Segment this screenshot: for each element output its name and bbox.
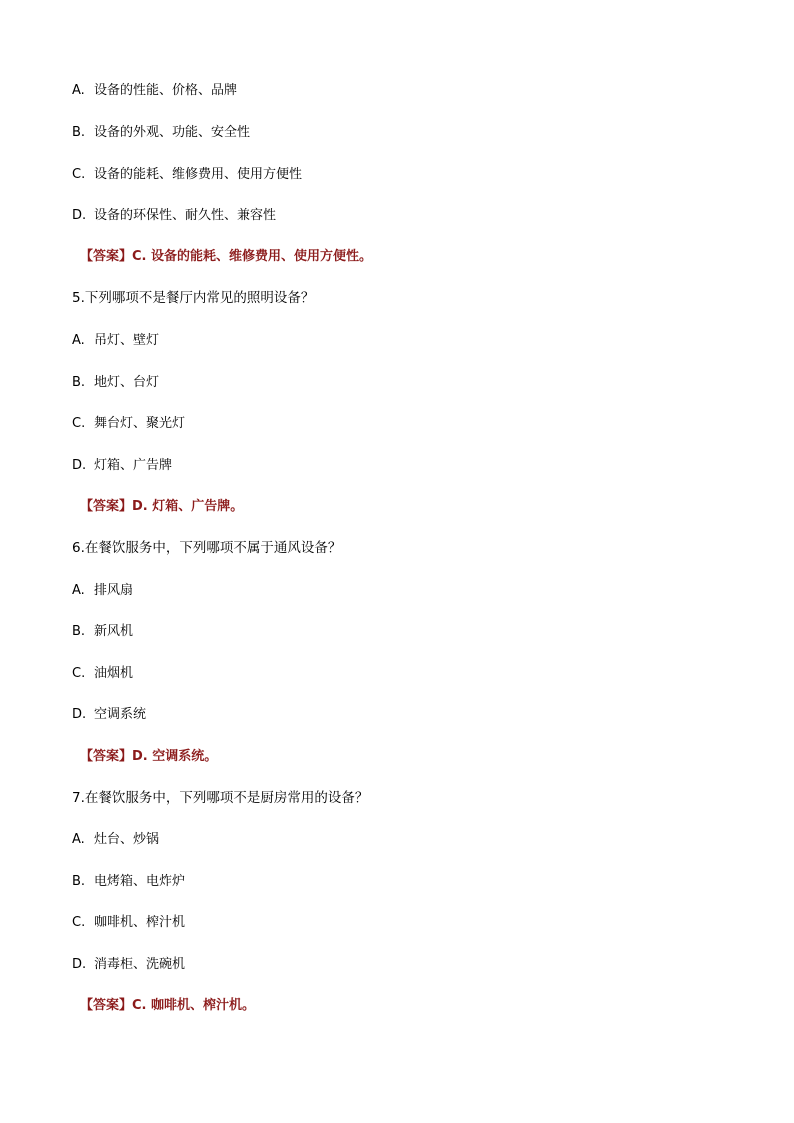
option-letter: D. xyxy=(72,707,87,722)
option-letter: C. xyxy=(72,915,86,930)
option-b xyxy=(72,624,133,640)
option-letter: C. xyxy=(72,416,86,431)
option-a xyxy=(72,832,159,848)
option-text: 设备的性能、价格、品牌 xyxy=(94,83,238,98)
option-text: 消毒柜、洗碗机 xyxy=(94,957,186,972)
answer-line: 【答案】D. 空调系统。 xyxy=(80,749,218,764)
option-d xyxy=(72,208,276,224)
question-title: 5.下列哪项不是餐厅内常见的照明设备？ xyxy=(72,290,315,306)
option-text: 设备的环保性、耐久性、兼容性 xyxy=(94,208,277,223)
option-d xyxy=(72,458,172,474)
option-letter: B. xyxy=(72,874,86,889)
option-letter: A. xyxy=(72,333,85,348)
option-letter: D. xyxy=(72,208,87,223)
option-d xyxy=(72,957,185,973)
option-letter: C. xyxy=(72,167,86,182)
option-letter: D. xyxy=(72,458,87,473)
option-b xyxy=(72,125,250,141)
answer-line: 【答案】C. 设备的能耗、维修费用、使用方便性。 xyxy=(80,249,373,264)
option-text: 灶台、炒锅 xyxy=(94,832,160,847)
answer-line: 【答案】C. 咖啡机、榨汁机。 xyxy=(80,998,256,1013)
option-c xyxy=(72,915,185,931)
answer-line: 【答案】D. 灯箱、广告牌。 xyxy=(80,499,244,514)
option-letter: A. xyxy=(72,583,85,598)
option-b xyxy=(72,375,159,391)
option-letter: B. xyxy=(72,624,86,639)
option-text: 新风机 xyxy=(94,624,134,639)
option-c xyxy=(72,416,185,432)
option-text: 地灯、台灯 xyxy=(94,375,160,390)
option-text: 舞台灯、聚光灯 xyxy=(94,416,186,431)
option-b xyxy=(72,874,185,890)
option-letter: A. xyxy=(72,832,85,847)
option-letter: B. xyxy=(72,375,86,390)
question-title: 7.在餐饮服务中，下列哪项不是厨房常用的设备？ xyxy=(72,790,369,806)
option-text: 灯箱、广告牌 xyxy=(94,458,173,473)
option-c xyxy=(72,666,133,682)
option-text: 油烟机 xyxy=(94,666,134,681)
option-text: 吊灯、壁灯 xyxy=(94,333,160,348)
option-text: 空调系统 xyxy=(94,707,147,722)
option-a xyxy=(72,333,159,349)
option-text: 设备的能耗、维修费用、使用方便性 xyxy=(94,167,303,182)
option-c xyxy=(72,167,302,183)
option-letter: C. xyxy=(72,666,86,681)
option-letter: D. xyxy=(72,957,87,972)
option-a xyxy=(72,583,133,599)
option-text: 电烤箱、电炸炉 xyxy=(94,874,186,889)
option-text: 咖啡机、榨汁机 xyxy=(94,915,186,930)
option-letter: A. xyxy=(72,83,85,98)
option-text: 排风扇 xyxy=(94,583,134,598)
question-title: 6.在餐饮服务中，下列哪项不属于通风设备？ xyxy=(72,540,342,556)
option-letter: B. xyxy=(72,125,86,140)
option-d xyxy=(72,707,146,723)
option-a xyxy=(72,83,237,99)
option-text: 设备的外观、功能、安全性 xyxy=(94,125,251,140)
